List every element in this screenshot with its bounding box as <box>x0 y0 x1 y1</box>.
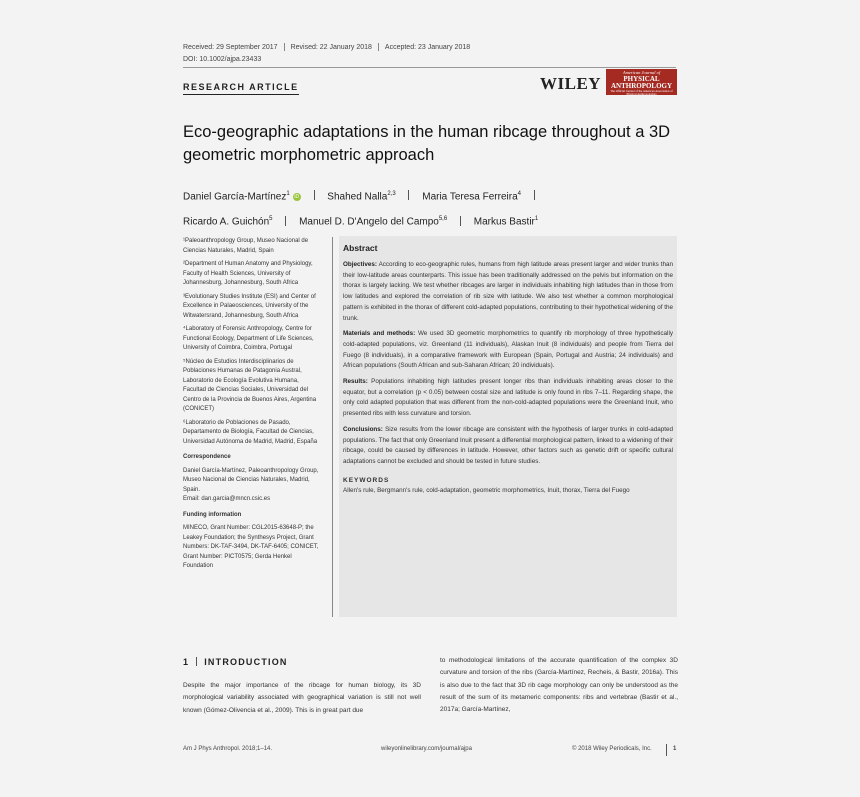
page-number: 1 <box>673 746 677 752</box>
journal-logo-line: American Journal of <box>622 70 661 75</box>
divider <box>408 190 409 200</box>
section-label: Conclusions: <box>343 425 383 433</box>
abstract-conclusions <box>343 425 673 468</box>
correspondence-text: Daniel García-Martínez, Paleoanthropology Group, Museo Nacional de Ciencias Naturales, Madrid, Spain. <box>183 467 319 493</box>
author-line <box>183 183 683 208</box>
affiliation: ⁵Núcleo de Estudios Interdisciplinarios de Poblaciones Humanas de Patagonia Austral, Laboratorio de Ecología Evolutiva Humana, Facultad de Ciencias Sociales, Universidad del Centro de la Provincia de Buenos Aires, Argentina (CONICET) <box>183 358 317 412</box>
doi[interactable]: DOI: 10.1002/ajpa.23433 <box>183 56 262 63</box>
affiliation: ¹Paleoanthropology Group, Museo Nacional de Ciencias Naturales, Madrid, Spain <box>183 238 309 254</box>
author-sup: 5,6 <box>438 216 448 223</box>
abstract-heading: Abstract <box>343 243 378 253</box>
affiliation: ³Evolutionary Studies Institute (ESI) and Center of Excellence in Palaeosciences, University of the Witwatersrand, Johannesburg, South Africa <box>183 293 316 319</box>
funding-heading: Funding information <box>183 511 242 518</box>
affiliation: ²Department of Human Anatomy and Physiology, Faculty of Health Sciences, University of Johannesburg, Johannesburg, South Africa <box>183 261 313 286</box>
revised-date: Revised: 22 January 2018 <box>290 43 372 51</box>
publisher-logo: WILEY <box>540 74 602 93</box>
affiliations-column <box>183 237 323 576</box>
correspondence-email[interactable]: Email: dan.garcia@mncn.csic.es <box>183 496 271 502</box>
author-sup: 2,3 <box>387 191 396 197</box>
journal-logo-line: The Official Journal of the American Association of Physical Anthropologists <box>610 88 673 96</box>
abstract-objectives <box>343 260 673 324</box>
author-list <box>183 183 683 234</box>
author-name[interactable]: Shahed Nalla <box>327 191 388 203</box>
author-line <box>183 208 683 233</box>
author-sup: 4 <box>517 191 521 197</box>
section-label: Results: <box>343 378 368 386</box>
correspondence-heading: Correspondence <box>183 454 231 460</box>
footer-copyright: © 2018 Wiley Periodicals, Inc. <box>572 746 652 752</box>
abstract-methods <box>343 329 673 372</box>
divider <box>666 744 667 756</box>
orcid-icon[interactable]: iD <box>294 194 300 201</box>
section-label: Materials and methods: <box>343 330 416 338</box>
journal-logo-line: PHYSICAL <box>623 74 660 83</box>
divider <box>196 657 197 666</box>
author-name[interactable]: Markus Bastir <box>473 216 535 228</box>
author-name[interactable]: Manuel D. D'Angelo del Campo <box>299 216 439 228</box>
footer-url[interactable]: wileyonlinelibrary.com/journal/ajpa <box>381 746 472 752</box>
body-text-left: Despite the major importance of the ribcage for human biology, its 3D morphological variability associated with geographical variation is still not well known (Gómez-Olivencia et al., 2009). This is in great part due <box>183 682 421 714</box>
funding-text: MINECO, Grant Number: CGL2015-63648-P; the Leakey Foundation; the Synthesys Project, Grant Numbers: DK-TAF-3494, DK-TAF-6405; CONICET, Grant Number: PICT0575; Gerda Henkel Foundation <box>183 525 319 569</box>
abstract-box <box>339 236 677 617</box>
author-sup: 1 <box>534 216 539 223</box>
divider <box>378 43 379 51</box>
divider <box>314 190 315 200</box>
column-divider <box>332 237 333 617</box>
section-heading <box>183 657 288 667</box>
section-text: According to eco-geographic rules, humans from high latitude areas present larger and wider trunks than their low-latitude areas counterparts. This issue has been traditionally addressed on the pelvis but information on the thorax is largely lacking. We test whether ribcages are larger in individuals inhabiting high latitudes than in those from low latitudes and explored the correlation of rib size with latitude. We also test whether a common morphological pattern is exhibited in the thorax of different cold-adapted populations, contributing to their hypothetical widening of the trunk. <box>343 261 673 322</box>
keywords-heading: KEYWORDS <box>343 476 390 484</box>
journal-logo-line: ANTHROPOLOGY <box>610 81 673 90</box>
section-number: 1 <box>183 657 190 667</box>
affiliation: ⁶Laboratorio de Poblaciones de Pasado, Departamento de Biología, Facultad de Ciencias, Universidad Autónoma de Madrid, Madrid, España <box>183 419 318 445</box>
section-text: Size results from the lower ribcage are consistent with the hypothesis of larger trunks in cold-adapted populations. The fact that only Greenland Inuit present a differential morphological pattern, linked to a widening of their ribcage, could be caused by differences in latitude. However, other factors such as genetic drift or specific cultural adaptations cannot be excluded and should be tested in future studies. <box>343 425 673 465</box>
section-text: Populations inhabiting high latitudes present longer ribs than individuals inhabiting areas closer to the equator, but a correlation (p < 0.05) between costal size and latitude is only found in ribs 7–11. Regarding shape, the only cold adapted population that was different from the non-cold-adapted populations were the Greenland Inuit, who presented ribs with less curvature and torsion. <box>343 378 673 418</box>
affiliation: ⁴Laboratory of Forensic Anthropology, Centre for Functional Ecology, Department of Life Sciences, University of Coimbra, Coimbra, Portugal <box>183 326 314 351</box>
divider <box>534 190 535 200</box>
abstract-results <box>343 377 673 420</box>
author-name[interactable]: Ricardo A. Guichón <box>183 216 270 228</box>
divider <box>460 216 461 226</box>
article-title: Eco-geographic adaptations in the human ribcage throughout a 3D geometric morphometric approach <box>183 123 671 164</box>
author-name[interactable]: Maria Teresa Ferreira <box>422 191 518 203</box>
keywords: Allen's rule, Bergmann's rule, cold-adaptation, geometric morphometrics, Inuit, thorax, Tierra del Fuego <box>343 487 630 495</box>
divider <box>285 216 286 226</box>
accepted-date: Accepted: 23 January 2018 <box>384 43 471 51</box>
section-title: INTRODUCTION <box>204 657 288 667</box>
body-text-right: to methodological limitations of the accurate quantification of the complex 3D curvature and torsion of the ribs (García-Martínez, Recheis, & Bastir, 2016a). This is also due to the fact that 3D rib cage morphology can only be understood as the result of the sum of its metameric components: ribs and vertebrae (Bastir et al., 2017a; García-Martínez, <box>440 657 678 714</box>
header-rule <box>183 67 676 68</box>
section-text: We used 3D geometric morphometrics to quantify rib morphology of three hypothetically cold-adapted populations, viz. Greenland (11 individuals), Alaskan Inuit (8 individuals) and people from Tierra del Fuego (8 individuals), in a comparative framework with European (Spain, Portugal and Austria; 24 individuals) and African populations (South African and sub-Saharan African; 20 individuals). <box>343 330 674 370</box>
divider <box>284 43 285 51</box>
author-name[interactable]: Daniel García-Martínez <box>183 191 287 203</box>
footer-citation: Am J Phys Anthropol. 2018;1–14. <box>183 746 273 752</box>
journal-logo <box>606 69 677 95</box>
author-sup: 5 <box>269 216 273 223</box>
article-type: RESEARCH ARTICLE <box>183 82 299 95</box>
dates-line <box>183 43 470 51</box>
received-date: Received: 29 September 2017 <box>183 43 278 51</box>
author-sup: 1 <box>286 191 290 197</box>
section-label: Objectives: <box>343 261 377 268</box>
